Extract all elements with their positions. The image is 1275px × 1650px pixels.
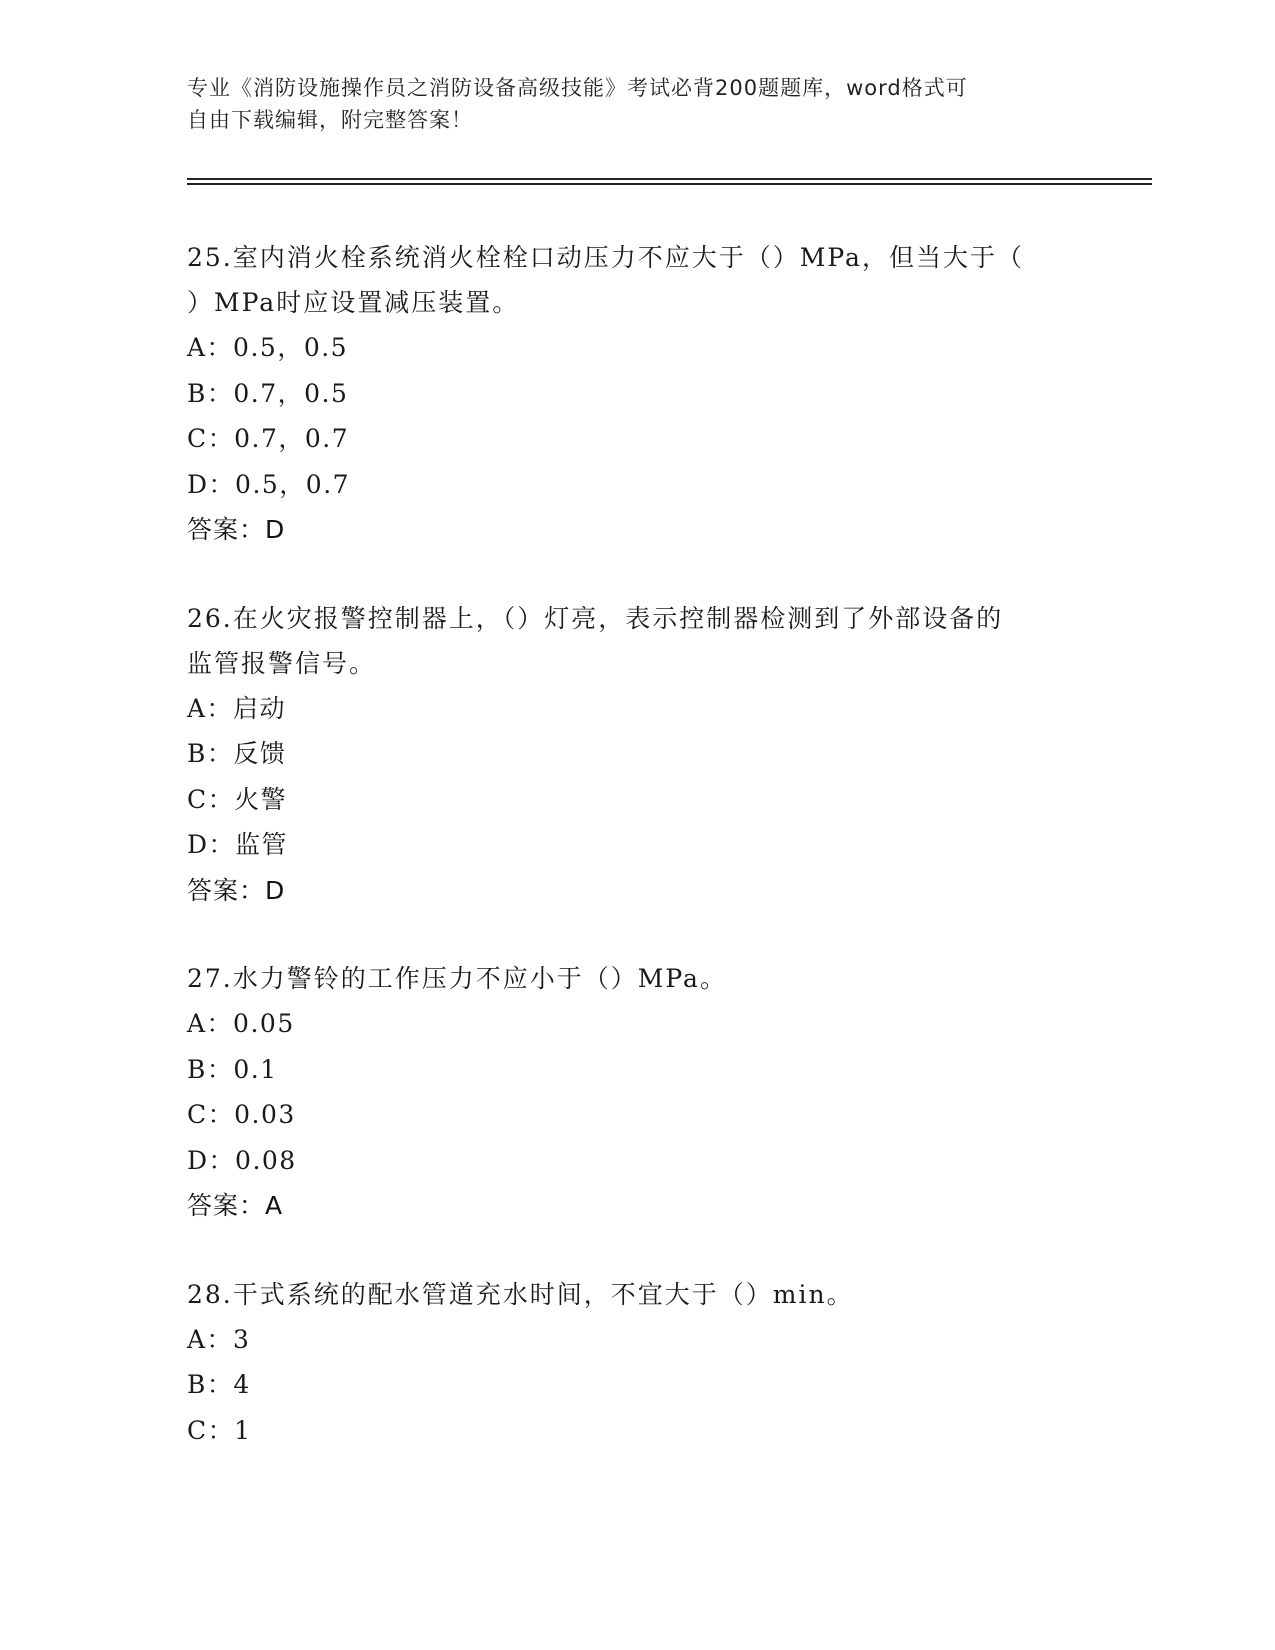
question-text: ）MPa时应设置减压装置。 [187,288,520,317]
option-a: A：启动 [187,693,287,723]
question-text: 28.干式系统的配水管道充水时间，不宜大于（）min。 [187,1279,854,1309]
question-text: 监管报警信号。 [187,648,377,678]
header-divider-top [187,178,1152,180]
option-d: D：0.08 [187,1145,297,1175]
page-header [187,72,1087,136]
option-c: C：1 [187,1415,252,1445]
option-b: B：0.1 [187,1054,278,1084]
option-a: A：0.05 [187,1009,295,1038]
answer: 答案：D [187,875,286,905]
option-c: C：火警 [187,784,288,814]
option-b: B：0.7，0.5 [187,378,349,408]
question-text: 25.室内消火栓系统消火栓栓口动压力不应大于（）MPa，但当大于（ [187,243,1024,272]
option-a: A：0.5，0.5 [187,333,349,362]
option-c: C：0.03 [187,1100,296,1129]
option-a: A：3 [187,1324,251,1354]
question-text: 26.在火灾报警控制器上，（）灯亮，表示控制器检测到了外部设备的 [187,603,1004,633]
header-line-1: 专业《消防设施操作员之消防设备高级技能》考试必背200题题库，word格式可 [187,76,968,100]
answer: 答案：D [187,515,286,544]
option-b: B：4 [187,1370,251,1399]
question-list [187,235,1087,1496]
option-b: B：反馈 [187,739,287,768]
option-d: D：0.5，0.7 [187,469,351,499]
option-c: C：0.7，0.7 [187,424,350,453]
question-25 [187,235,1087,553]
question-26 [187,596,1087,914]
header-line-2: 自由下载编辑，附完整答案！ [187,108,473,132]
question-27 [187,956,1087,1229]
option-d: D：监管 [187,830,289,859]
question-28 [187,1272,1087,1454]
question-text: 27.水力警铃的工作压力不应小于（）MPa。 [187,964,727,993]
header-divider-bottom [187,183,1152,185]
answer: 答案：A [187,1191,284,1220]
